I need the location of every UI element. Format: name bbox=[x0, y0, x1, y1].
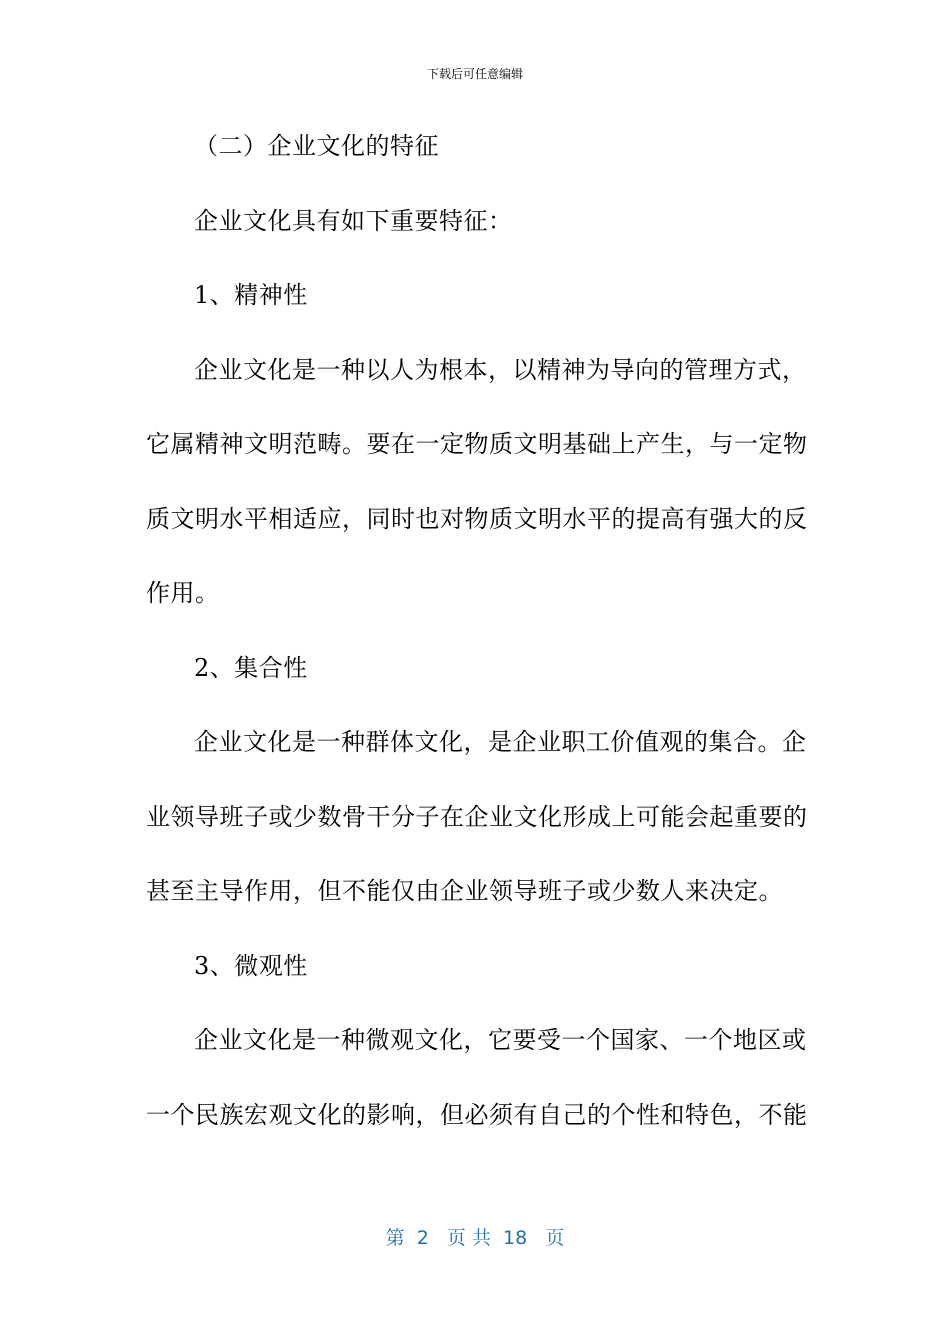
paragraph-line: 企业文化是一种群体文化，是企业职工价值观的集合。企 bbox=[194, 728, 807, 756]
subheading-microscopic: 3、微观性 bbox=[194, 951, 308, 980]
section-heading: （二）企业文化的特征 bbox=[194, 132, 439, 160]
document-body bbox=[146, 126, 808, 1169]
page-footer: 第 2 页 共 18 页 bbox=[385, 1227, 565, 1249]
paragraph-line: 作用。 bbox=[146, 579, 220, 607]
paragraph-line: 企业文化是一种微观文化，它要受一个国家、一个地区或 bbox=[194, 1026, 807, 1054]
paragraph-line: 质文明水平相适应，同时也对物质文明水平的提高有强大的反 bbox=[146, 504, 808, 533]
paragraph-line: 企业文化是一种以人为根本，以精神为导向的管理方式， bbox=[194, 355, 807, 384]
subheading-collectivity: 2、集合性 bbox=[194, 653, 308, 682]
paragraph-line: 甚至主导作用，但不能仅由企业领导班子或少数人来决定。 bbox=[146, 877, 783, 905]
subheading-spirituality: 1、精神性 bbox=[194, 281, 308, 309]
paragraph-line: 它属精神文明范畴。要在一定物质文明基础上产生，与一定物 bbox=[146, 430, 808, 458]
paragraph-line: 业领导班子或少数骨干分子在企业文化形成上可能会起重要的 bbox=[146, 802, 808, 831]
paragraph-line: 一个民族宏观文化的影响，但必须有自己的个性和特色，不能 bbox=[146, 1100, 808, 1129]
page-header: 下载后可任意编辑 bbox=[426, 67, 523, 81]
paragraph-line: 企业文化具有如下重要特征： bbox=[194, 206, 513, 235]
